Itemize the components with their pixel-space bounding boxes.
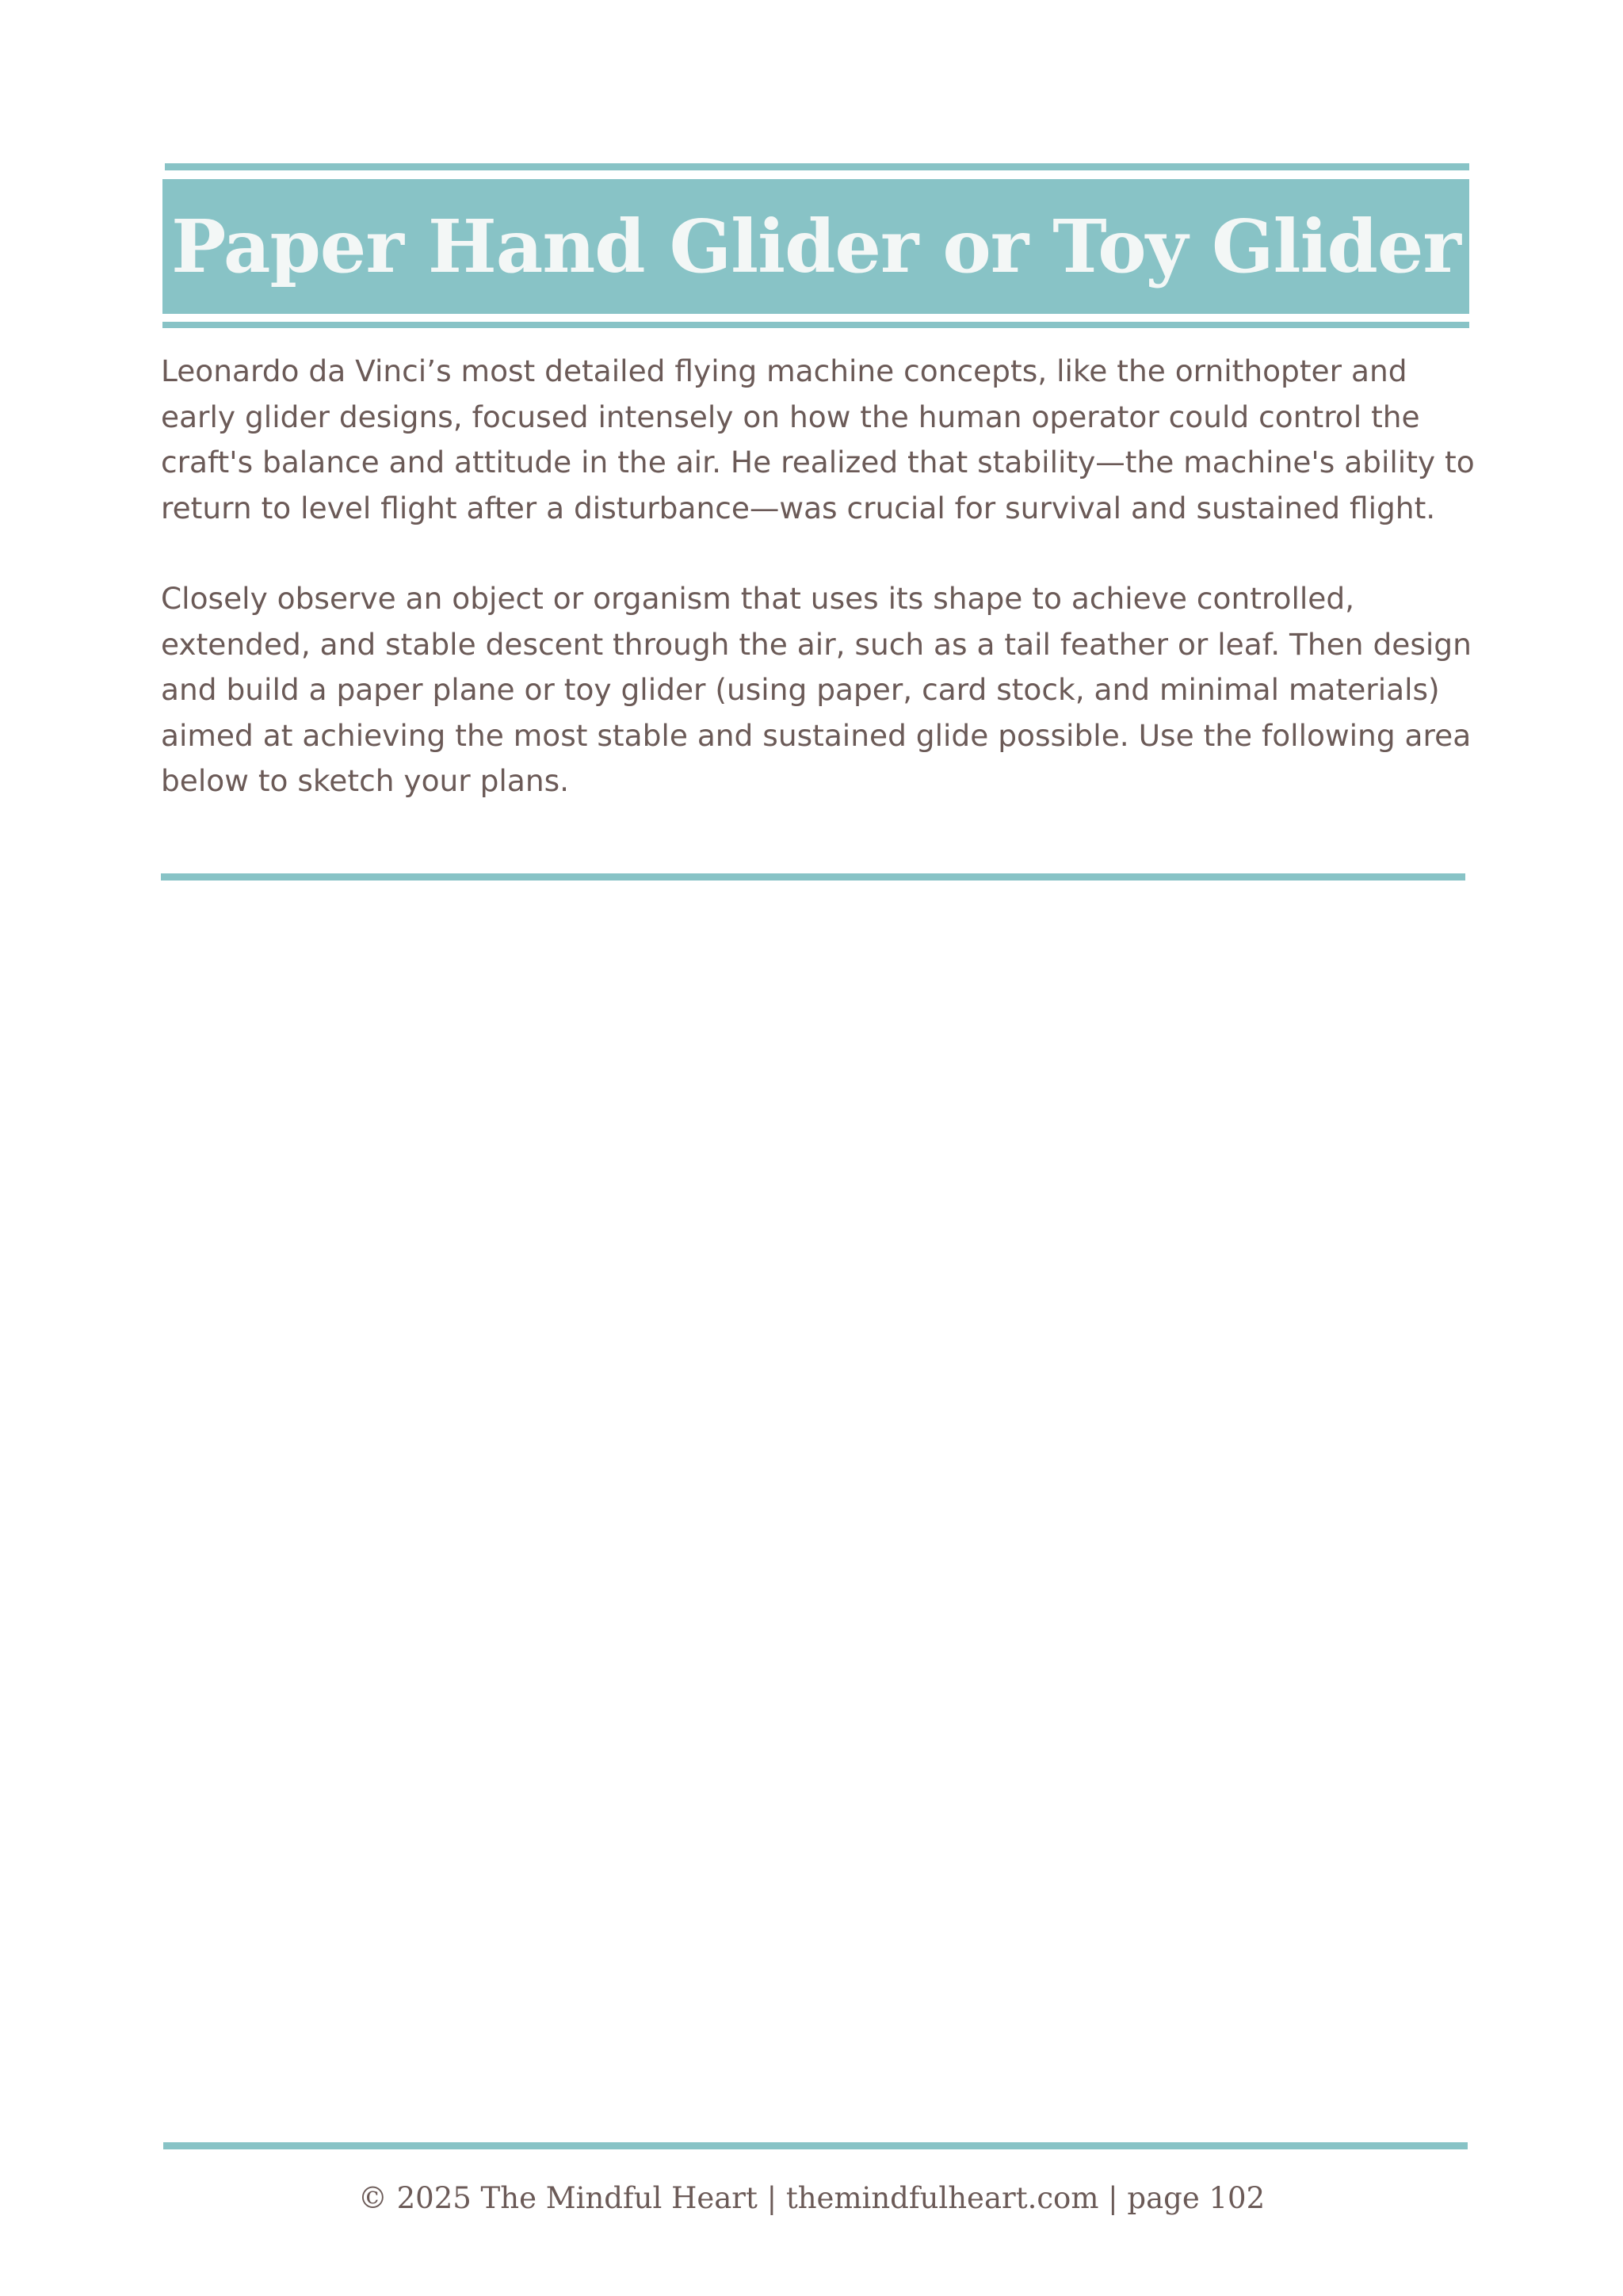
activity-paragraph: Closely observe an object or organism that uses its shape to achieve controlled, extended, and stable descent through the air, such as a tail feather or leaf. Then design and build a paper plane or toy glider (using paper, card stock, and minimal materials) aimed at achieving the most stable and sustained glide possible. Use the following area below to sketch your plans. xyxy=(161,581,1472,798)
instructions-text xyxy=(161,349,1476,850)
section-divider xyxy=(161,873,1465,881)
intro-paragraph: Leonardo da Vinci’s most detailed flying machine concepts, like the ornithopter and early glider designs, focused intensely on how the human operator could control the craft's balance and attitude in the air. He realized that stability—the machine's ability to return to level flight after a disturbance—was crucial for survival and sustained flight. xyxy=(161,353,1475,525)
sketch-area[interactable] xyxy=(161,896,1465,2132)
page-title: Paper Hand Glider or Toy Glider xyxy=(171,204,1461,289)
footer-rule xyxy=(163,2142,1468,2149)
page-footer: © 2025 The Mindful Heart | themindfulheart.com | page 102 xyxy=(357,2181,1266,2215)
header-bottom-rule xyxy=(162,322,1469,328)
header-top-rule xyxy=(165,163,1469,170)
title-banner xyxy=(162,179,1469,314)
